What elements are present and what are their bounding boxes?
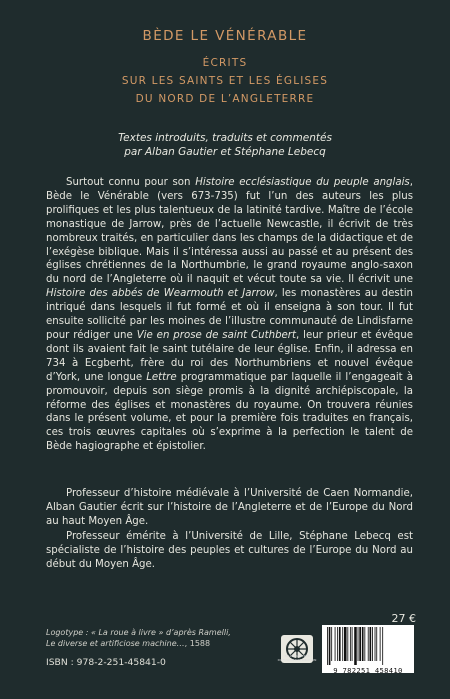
author-name: BÈDE LE VÉNÉRABLE (142, 28, 308, 44)
barcode-bar (362, 627, 364, 661)
synopsis-text-5: programmatique par laquelle il l’engageait à promouvoir, depuis son siège promis à la dignité archiépiscopale, la réforme des églises et monastères du royaume. On trouvera réunies dans le présent volume, et pour la première fois traduites en français, ces trois œuvres capitales où s’exprime à la perfection le talent de Bède hagiographe et épistolier. (46, 371, 413, 453)
barcode-bar (368, 627, 369, 661)
barcode-bar (375, 627, 376, 661)
synopsis-text-2: , Bède le Vénérable (vers 673-735) fut l’un des auteurs les plus prolifiques et les plus talentueux de la latinité tardive. Maître de l’école monastique de Jarrow, près de l’actuelle Newcastle, il écrivit de très nombreux traités, en particulier dans les champs de la didactique et de l’exégèse biblique. Mais il s’intéressa aussi au passé et au présent des églises chrétiennes de la Northumbrie, le grand royaume anglo-saxon du nord de l’Angleterre où il naquit et vécut toute sa vie. Il écrivit une (46, 177, 413, 286)
logotype-label: Logotype : « La roue à livre » d’après Ramelli, (46, 628, 231, 637)
synopsis-work-title-1: Histoire ecclésiastique du peuple anglais (195, 177, 410, 188)
synopsis-work-title-4: Lettre (146, 371, 177, 383)
isbn-label: ISBN : 978-2-251-45841-0 (46, 657, 166, 668)
barcode-bar (331, 627, 332, 661)
synopsis-text-4: , leur prieur et évêque dont ils avaient fait le saint tutélaire de leur église. Enfin, il adressa en 734 à Ecgberht, frère du roi des Northumbriens et nouvel évêque d’York, une longue (46, 329, 413, 383)
barcode-bar (364, 627, 365, 661)
publisher-seal-icon (280, 625, 314, 673)
barcode-bar (350, 627, 351, 661)
cover-header (0, 28, 450, 108)
barcode-bar (380, 627, 381, 661)
translator-credits (0, 131, 450, 159)
barcode-bar (354, 627, 357, 665)
synopsis-paragraph (46, 176, 413, 454)
barcode-bar (382, 627, 383, 665)
synopsis-work-title-3: Vie en prose de saint Cuthbert (136, 329, 296, 341)
barcode-bar (329, 627, 331, 665)
credits-line-1: Textes introduits, traduits et commentés (118, 132, 332, 144)
bio-lebecq: Professeur émérite à l’Université de Lille, Stéphane Lebecq est spécialiste de l’histoire des peuples et cultures de l’Europe du Nord au début du Moyen Âge. (46, 531, 413, 570)
barcode-bar (358, 627, 359, 661)
synopsis-text-1: Surtout connu pour son (66, 177, 196, 188)
title-line-3: DU NORD DE L’ANGLETERRE (135, 93, 315, 105)
price-label: 27 € (391, 612, 416, 625)
barcode-bar (352, 627, 353, 661)
barcode-bar (344, 627, 347, 661)
barcode-bar (370, 627, 372, 661)
logotype-credit (46, 627, 266, 649)
barcode-digits: 9 782251 458410 (333, 666, 403, 675)
publisher-seal-text: BELLES LETTRES DIFFUSION DISTRIBUTION (277, 654, 317, 662)
title-line-2: SUR LES SAINTS ET LES ÉGLISES (121, 75, 329, 87)
barcode-bar (327, 627, 328, 665)
barcode-bar (339, 627, 341, 661)
synopsis-text-3: , les monastères au destin intriqué dans lesquels il fut formé et où il enseigna à son tour. Il fut ensuite sollicité par les moines de l’illustre communauté de Lindisfarne pour rédiger une (46, 288, 413, 341)
credits-line-2: par Alban Gautier et Stéphane Lebecq (124, 146, 326, 158)
logotype-year: , 1588 (184, 639, 211, 648)
barcode-bar (359, 627, 361, 661)
logotype-source (46, 638, 266, 649)
barcode-bar (347, 627, 348, 661)
bio-gautier: Professeur d’histoire médiévale à l’Université de Caen Normandie, Alban Gautier écrit sur l’histoire de l’Angleterre et de l’Europe du Nord au haut Moyen Âge. (46, 488, 413, 527)
logotype-work: Le diverse et artificiose machine… (46, 639, 185, 648)
synopsis-work-title-2: Histoire des abbés de Wearmouth et Jarrow (46, 288, 275, 300)
barcode-bar (372, 627, 373, 661)
barcode-bar (335, 627, 336, 661)
barcode-bars (327, 627, 409, 665)
barcode-bar (337, 627, 338, 661)
barcode-bar (376, 627, 377, 661)
barcode-bar (342, 627, 343, 661)
title-line-1: ÉCRITS (202, 57, 248, 69)
